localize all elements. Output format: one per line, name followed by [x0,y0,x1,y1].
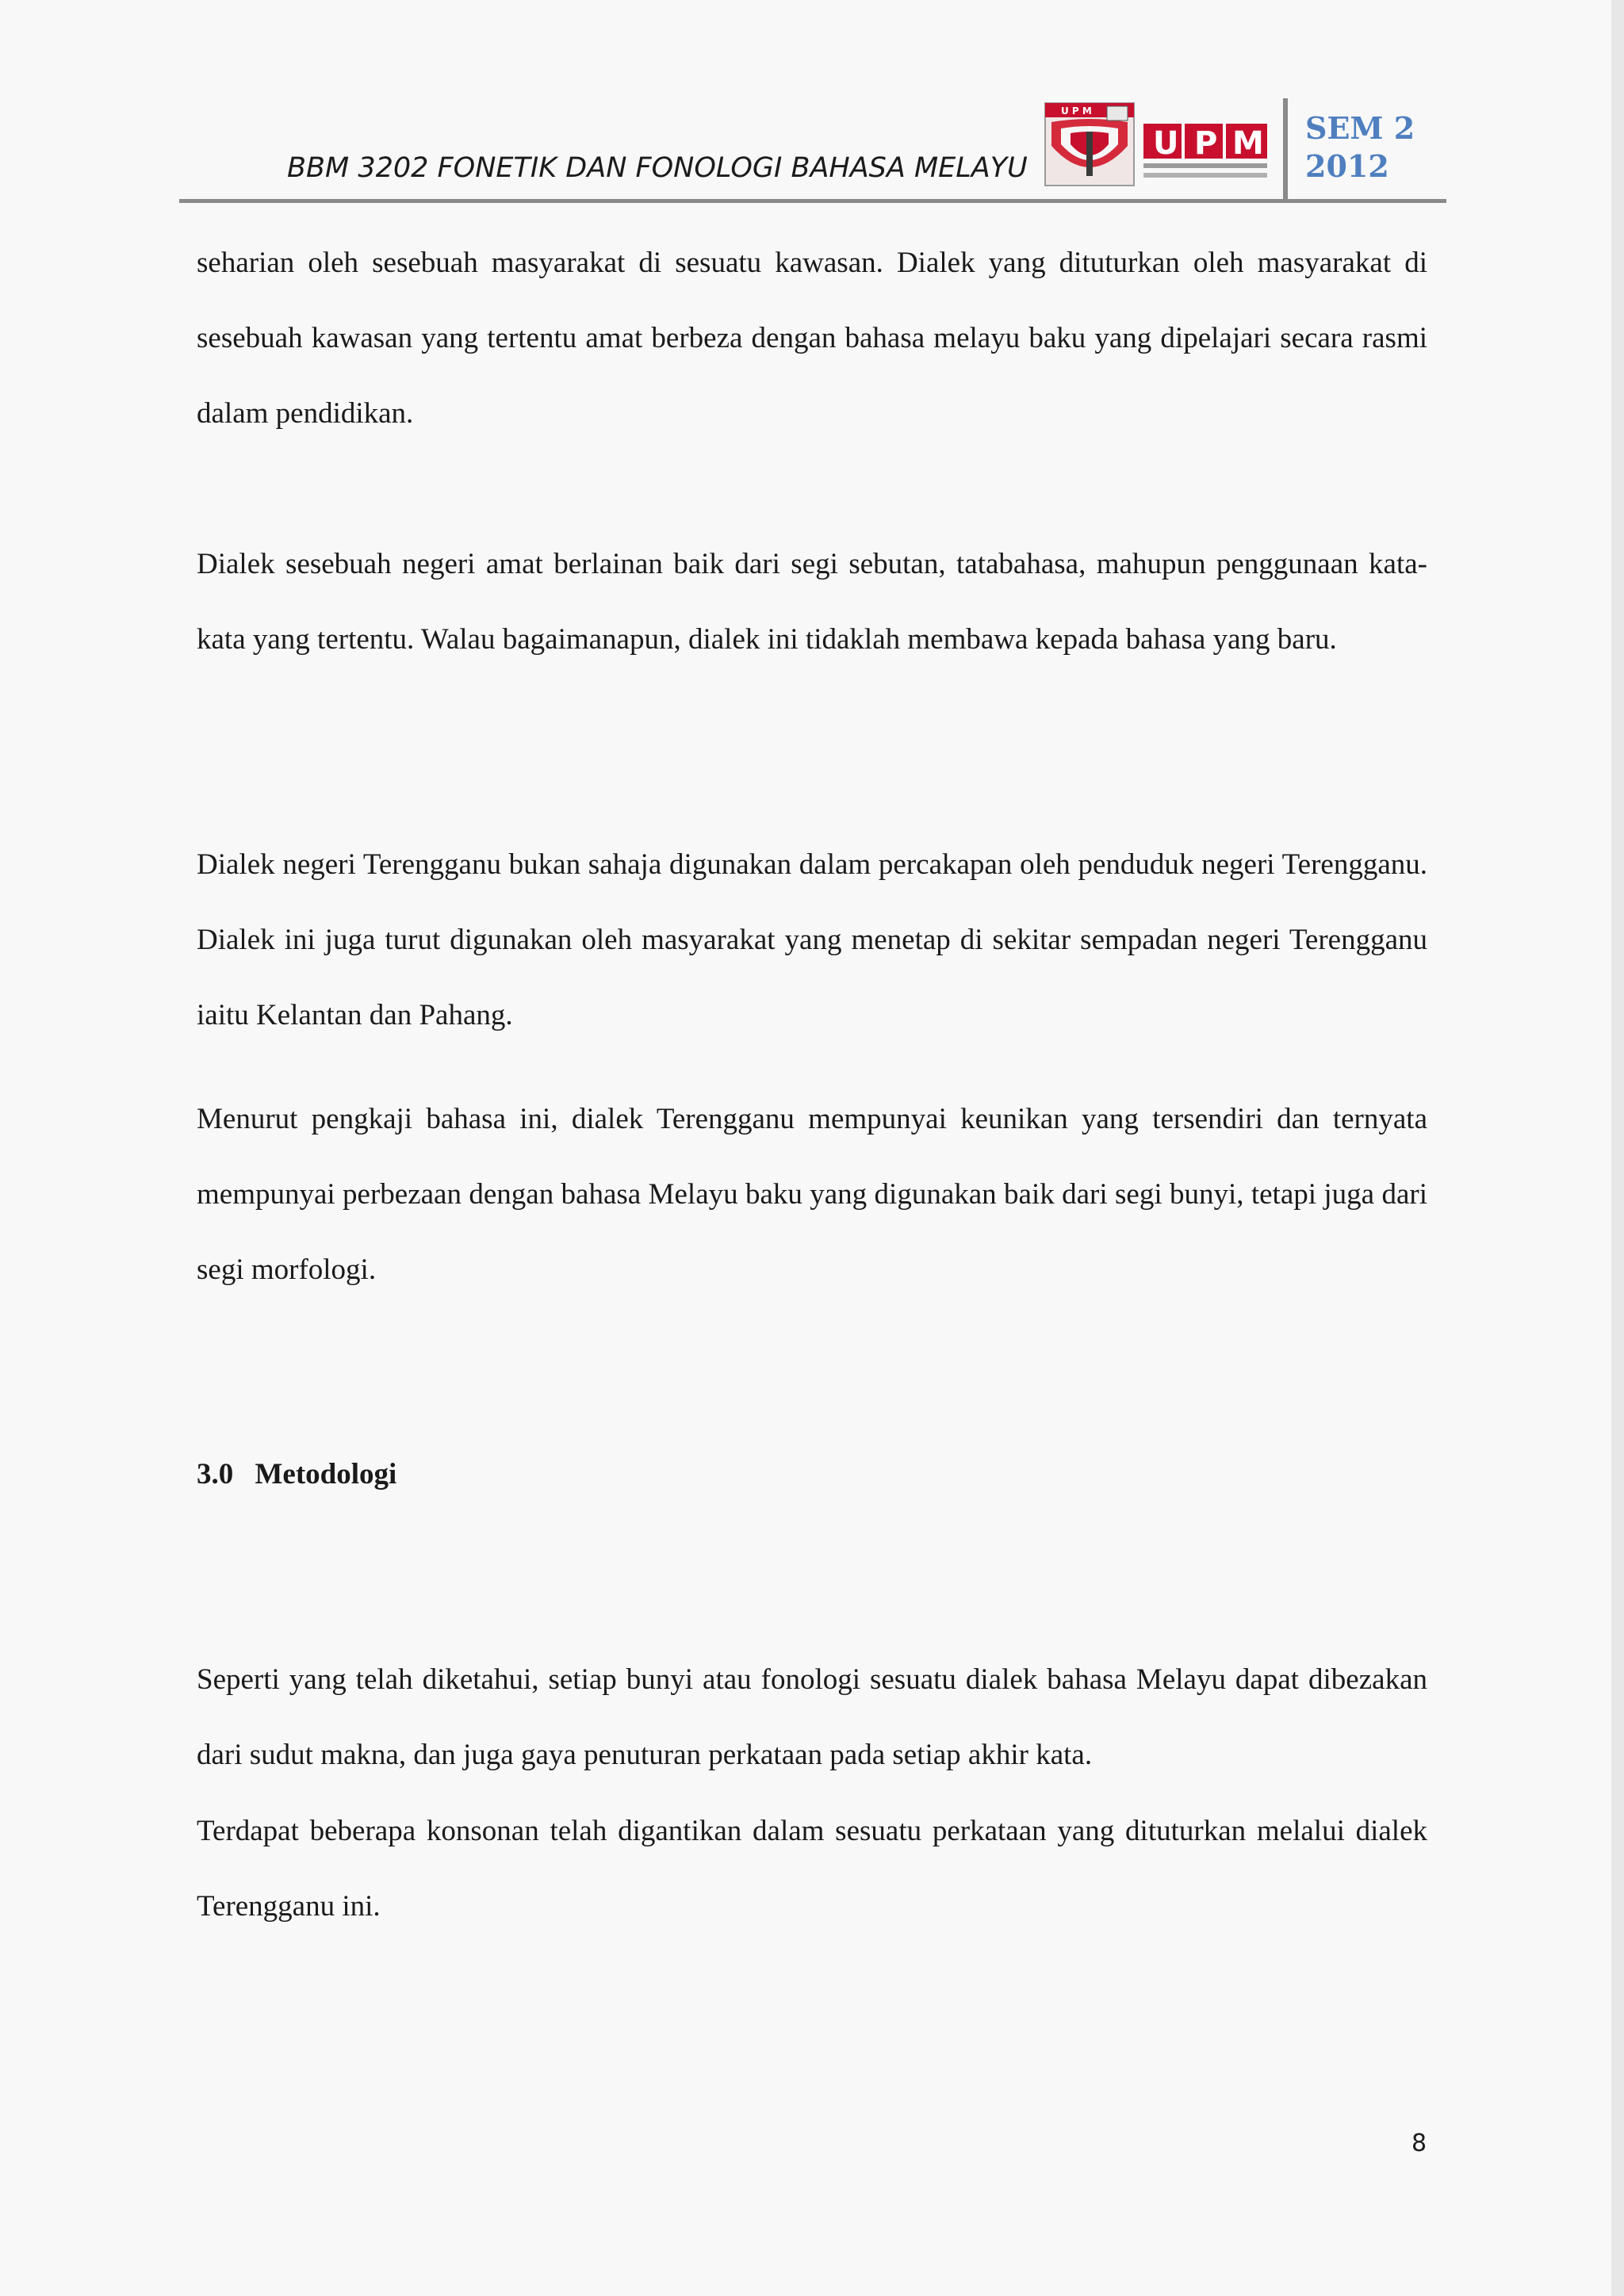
semester-line-1: SEM 2 [1305,110,1415,146]
section-heading [197,1456,396,1494]
header-rule [179,199,1446,203]
svg-text:U P M: U P M [1061,105,1092,117]
paragraph-5: Seperti yang telah diketahui, setiap bunyi atau fonologi sesuatu dialek bahasa Melayu dapat dibezakan dari sudut makna, dan juga gaya penuturan perkataan pada setiap akhir kata. [197,1663,1427,1771]
page-edge-shadow [1611,0,1624,2296]
semester-year: 2012 [1305,148,1389,184]
upm-wordmark [1143,124,1267,178]
section-title: Metodologi [255,1458,397,1490]
header-divider [1283,98,1288,200]
paragraph-3: Dialek negeri Terengganu bukan sahaja digunakan dalam percakapan oleh penduduk negeri Terengganu. Dialek ini juga turut digunakan oleh masyarakat yang menetap di sekitar sempadan negeri Terengganu iaitu Kelantan dan Pahang. [197,848,1427,1031]
paragraph-4: Menurut pengkaji bahasa ini, dialek Terengganu mempunyai keunikan yang tersendiri dan ternyata mempunyai perbezaan dengan bahasa Melayu baku yang digunakan baik dari segi bunyi, tetapi juga dari segi morfologi. [197,1103,1427,1286]
upm-crest-icon [1045,103,1134,186]
paragraph-6: Terdapat beberapa konsonan telah digantikan dalam sesuatu perkataan yang dituturkan melalui dialek Terengganu ini. [197,1815,1427,1923]
paragraph-1: seharian oleh sesebuah masyarakat di sesuatu kawasan. Dialek yang dituturkan oleh masyarakat di sesebuah kawasan yang tertentu amat berbeza dengan bahasa melayu baku yang dipelajari secara rasmi dalam pendidikan. [197,247,1427,430]
page-number: 8 [1411,2130,1427,2157]
course-title: BBM 3202 FONETIK DAN FONOLOGI BAHASA MELAYU [287,152,1028,184]
svg-text:U: U [1153,125,1179,162]
svg-text:P: P [1194,125,1218,162]
semester-label [1305,109,1415,186]
paragraph-2: Dialek sesebuah negeri amat berlainan baik dari segi sebutan, tatabahasa, mahupun penggunaan kata-kata yang tertentu. Walau bagaimanapun, dialek ini tidaklah membawa kepada bahasa yang baru. [197,548,1427,656]
upm-logo [1042,100,1272,189]
svg-text:M: M [1232,125,1264,162]
section-number: 3.0 [197,1458,234,1490]
